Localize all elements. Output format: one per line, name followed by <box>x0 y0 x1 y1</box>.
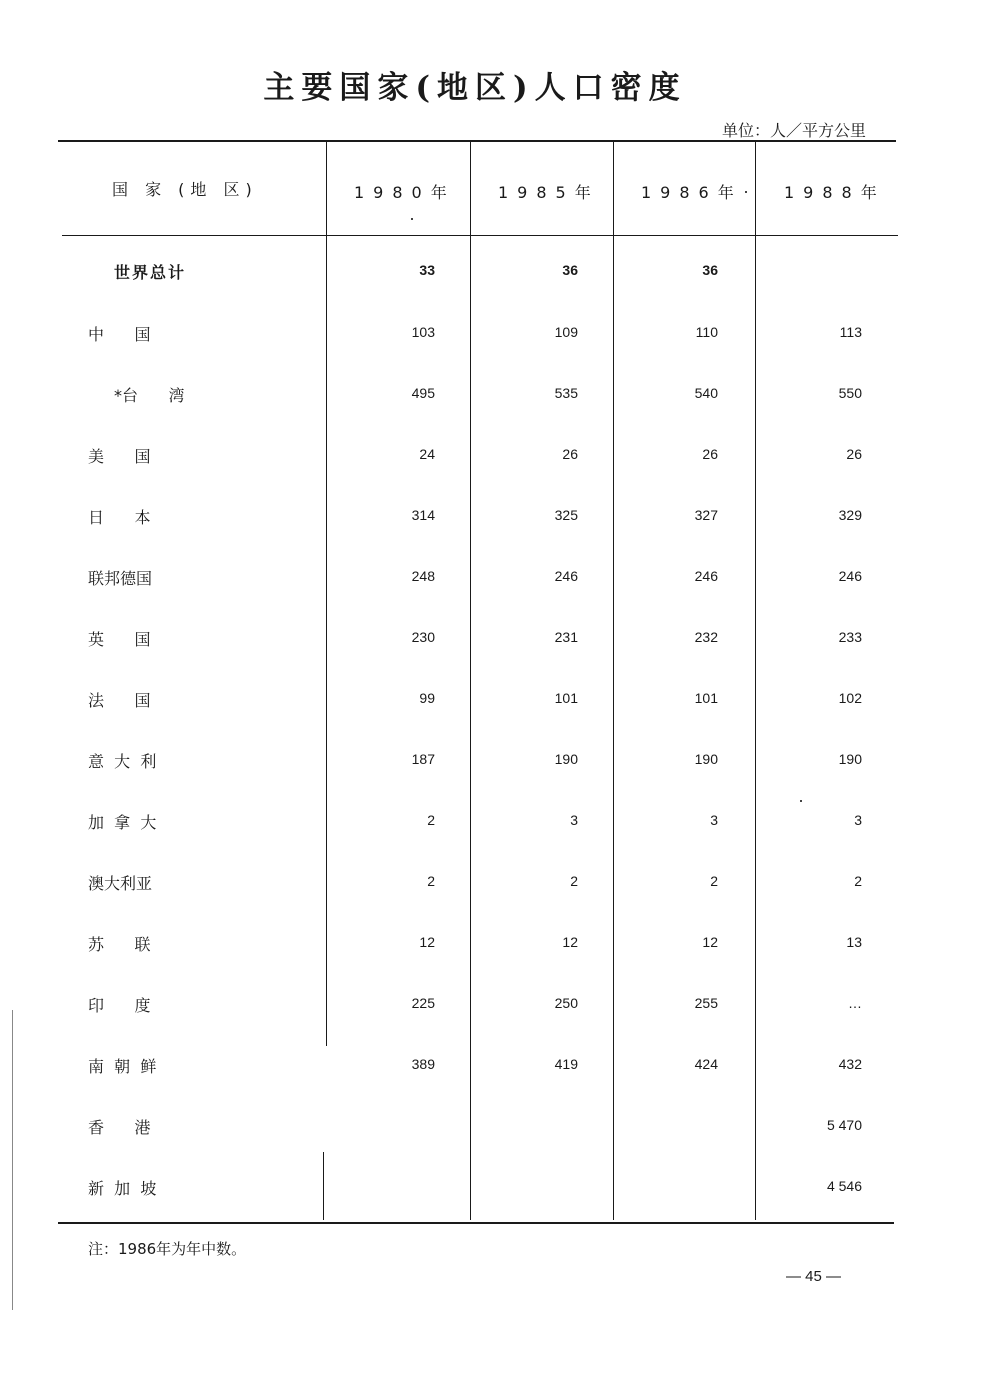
table-cell: 2 <box>427 873 435 889</box>
table-cell: 113 <box>839 324 862 340</box>
table-cell: 248 <box>411 568 435 584</box>
table-cell: 250 <box>554 995 578 1011</box>
row-label: 南 朝 鲜 <box>88 1057 157 1076</box>
table-cell: 109 <box>554 324 578 340</box>
bottom-rule <box>58 1222 894 1224</box>
table-cell: 2 <box>854 873 862 889</box>
table-cell: 3 <box>710 812 718 828</box>
page-number: — 45 — <box>786 1268 842 1285</box>
top-rule <box>58 140 896 142</box>
table-cell: 2 <box>710 873 718 889</box>
row-label: 美 国 <box>88 447 151 466</box>
header-country: 国 家 (地 区) <box>112 180 258 199</box>
table-cell: 329 <box>838 507 862 523</box>
table-cell: 12 <box>562 934 578 950</box>
table-cell: 4 546 <box>826 1178 862 1194</box>
table-cell: 540 <box>694 385 718 401</box>
header-1980: 1980年 <box>354 183 456 202</box>
table-cell: 13 <box>846 934 862 950</box>
header-rule <box>62 235 898 236</box>
table-cell: 3 <box>570 812 578 828</box>
table-title: 主要国家(地区)人口密度 <box>263 70 687 106</box>
scan-speck <box>745 191 747 193</box>
unit-label: 单位：人／平方公里 <box>722 121 867 140</box>
table-cell: 495 <box>411 385 435 401</box>
row-label: 意 大 利 <box>88 752 157 771</box>
table-cell: 103 <box>411 324 435 340</box>
row-label: 英 国 <box>88 630 151 649</box>
table-cell: 110 <box>695 324 718 340</box>
table-cell: 99 <box>419 690 435 706</box>
row-label: 中 国 <box>88 325 151 344</box>
table-cell: 190 <box>554 751 578 767</box>
scan-speck <box>12 1010 13 1310</box>
row-label: 法 国 <box>88 691 151 710</box>
table-cell: 36 <box>562 262 578 278</box>
table-cell: 246 <box>694 568 718 584</box>
header-1985: 1985年 <box>498 183 600 202</box>
row-label: 联邦德国 <box>88 569 153 588</box>
header-1988: 1988年 <box>784 183 886 202</box>
table-cell: 24 <box>419 446 435 462</box>
row-label: 香 港 <box>88 1118 151 1137</box>
table-cell: 190 <box>838 751 862 767</box>
table-cell: 225 <box>411 995 435 1011</box>
table-cell: 12 <box>702 934 718 950</box>
column-divider <box>470 142 471 1220</box>
table-cell: 26 <box>702 446 718 462</box>
table-cell: 419 <box>554 1056 578 1072</box>
table-cell: 2 <box>427 812 435 828</box>
row-label: 日 本 <box>88 508 151 527</box>
table-cell: 246 <box>838 568 862 584</box>
column-divider <box>323 1152 324 1220</box>
footnote: 注：1986年为年中数。 <box>88 1240 247 1258</box>
column-divider <box>755 142 756 1220</box>
table-cell: 101 <box>694 690 718 706</box>
table-cell: 230 <box>411 629 435 645</box>
table-cell: 389 <box>411 1056 435 1072</box>
row-label: 澳大利亚 <box>88 874 153 893</box>
table-cell: 26 <box>562 446 578 462</box>
scan-speck <box>800 800 802 802</box>
table-cell: 12 <box>419 934 435 950</box>
table-cell: 535 <box>554 385 578 401</box>
header-1986: 1986年 <box>641 183 743 202</box>
table-cell: 424 <box>694 1056 718 1072</box>
table-cell: 314 <box>411 507 435 523</box>
table-cell: 2 <box>570 873 578 889</box>
table-cell: 187 <box>411 751 435 767</box>
table-cell: 190 <box>694 751 718 767</box>
table-cell: … <box>848 995 862 1011</box>
table-cell: 33 <box>419 262 435 278</box>
table-cell: 101 <box>554 690 578 706</box>
table-cell: 5 470 <box>826 1117 862 1133</box>
column-divider <box>613 142 614 1220</box>
scan-speck <box>411 218 413 220</box>
column-divider <box>326 142 327 1046</box>
table-cell: 102 <box>838 690 862 706</box>
row-label: 印 度 <box>88 996 151 1015</box>
table-cell: 26 <box>846 446 862 462</box>
table-cell: 231 <box>554 629 578 645</box>
row-label: *台 湾 <box>114 386 185 405</box>
row-label: 世界总计 <box>114 263 187 282</box>
table-cell: 550 <box>838 385 862 401</box>
row-label: 苏 联 <box>88 935 151 954</box>
table-cell: 432 <box>838 1056 862 1072</box>
table-cell: 232 <box>694 629 718 645</box>
row-label: 加 拿 大 <box>88 813 157 832</box>
table-cell: 325 <box>554 507 578 523</box>
table-cell: 255 <box>694 995 718 1011</box>
table-cell: 233 <box>838 629 862 645</box>
table-cell: 36 <box>702 262 718 278</box>
table-cell: 3 <box>854 812 862 828</box>
table-cell: 327 <box>694 507 718 523</box>
table-cell: 246 <box>554 568 578 584</box>
row-label: 新 加 坡 <box>88 1179 157 1198</box>
